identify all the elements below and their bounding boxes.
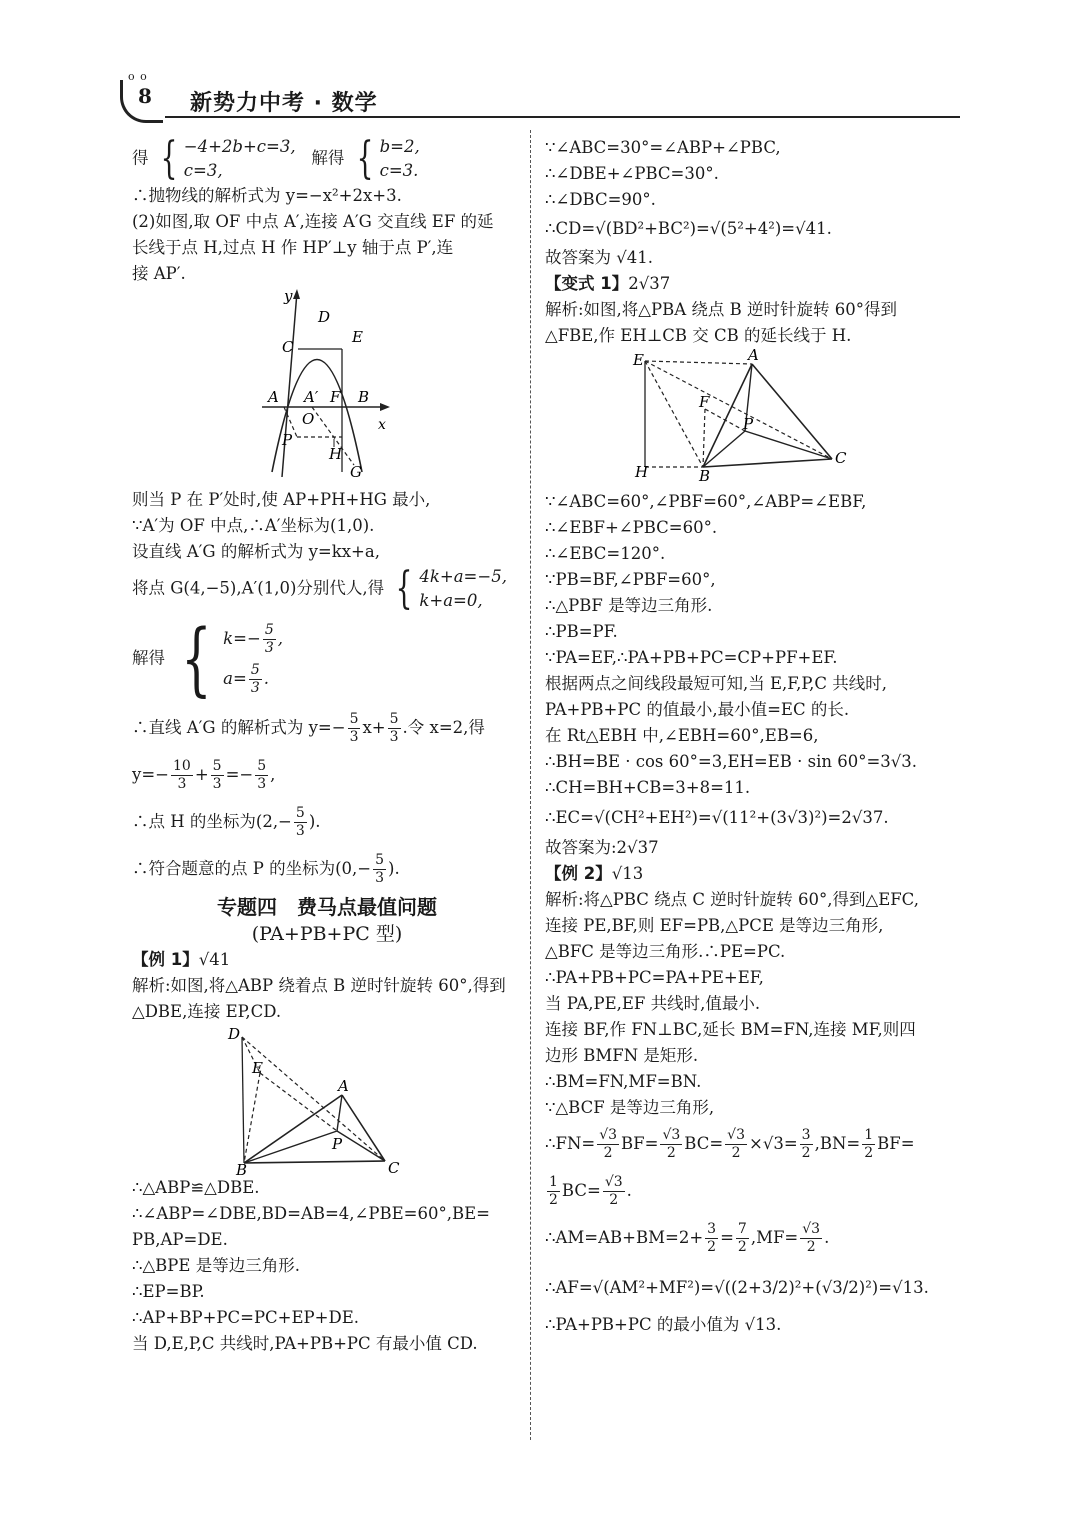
text-line: ∴抛物线的解析式为 y=−x²+2x+3. [132,186,402,205]
system-row: 4k+a=−5, [419,567,507,586]
label-o: O [302,410,315,428]
text-line: 解析:将△PBC 绕点 C 逆时针旋转 60°,得到△EFC, [545,890,919,909]
header-rule [165,116,960,118]
label-a: A [338,1077,349,1095]
text-line: △DBE,连接 EP,CD. [132,1002,282,1021]
label-h: H [635,463,649,481]
text-line: ∵PB=BF,∠PBF=60°, [545,570,716,589]
label-c: C [835,449,847,467]
text-line: ∴直线 A′G 的解析式为 y=− $\frac{5}{3}$ x+ $\frac{5}{3}$ .令 x=2,得 [132,711,485,745]
label-g: G [350,463,362,481]
equation-system-line [132,565,522,613]
text-line: 解析:如图,将△ABP 绕着点 B 逆时针旋转 60°,得到 [132,976,506,995]
equation-system-line [132,612,522,705]
text-line: ∴符合题意的点 P 的坐标为(0,− $\frac{5}{3}$ ). [132,852,400,886]
system-row: k+a=0, [419,591,483,610]
text-line: ∴AF=√(AM²+MF²)=√((2+3/2)²+(√3/2)²)=√13. [545,1278,929,1297]
parabola-figure [132,287,522,487]
text-line: 当 D,E,P,C 共线时,PA+PB+PC 有最小值 CD. [132,1334,478,1353]
system-row: c=3, [183,161,223,180]
system-row: a= $\frac{5}{3}$ . [223,662,269,696]
example-heading [545,271,965,297]
system: { 4k+a=−5, k+a=0, [395,563,507,614]
label-f: F [699,393,710,411]
example-answer: √41 [198,950,231,969]
label-c: C [388,1159,400,1175]
text-line: ∴点 H 的坐标为(2,− $\frac{5}{3}$ ). [132,805,321,839]
text-line: ∴△BPE 是等边三角形. [132,1256,300,1275]
text-line: ∴FN= $\frac{√3}{2}$ BF= $\frac{√3}{2}$ BC= $\frac{√3}{2}$ ×√3= $\frac{3}{2}$ ,BN= $\frac{1}{2}$ BF= [545,1127,915,1161]
label-e: E [352,328,363,346]
text-line: y=− $\frac{10}{3}$ + $\frac{5}{3}$ =− $\frac{5}{3}$ , [132,758,276,792]
text-line: ∵PA=EF,∴PA+PB+PC=CP+PF+EF. [545,648,838,667]
label-e: E [252,1059,263,1077]
label-p: P [332,1135,343,1153]
text-line: ∴△PBF 是等边三角形. [545,596,713,615]
system-row: b=2, [379,137,420,156]
system-row: −4+2b+c=3, [183,137,296,156]
text-line: ∵∠ABC=30°=∠ABP+∠PBC, [545,138,781,157]
text-line: ∴∠EBC=120°. [545,544,666,563]
label-y: y [284,287,293,305]
text-line: ∴CD=√(BD²+BC²)=√(5²+4²)=√41. [545,219,832,238]
text-line: PB,AP=DE. [132,1230,228,1249]
text-line: 设直线 A′G 的解析式为 y=kx+a, [132,542,380,561]
text-line: ∴PB=PF. [545,622,618,641]
text-line: ∴∠DBC=90°. [545,190,656,209]
text-line: 根据两点之间线段最短可知,当 E,F,P,C 共线时, [545,674,888,693]
label-f: F [330,388,341,406]
text-line: 边形 BMFN 是矩形. [545,1046,699,1065]
left-column [132,135,522,1357]
text-line: 当 PA,PE,EF 共线时,值最小. [545,994,761,1013]
text-line: 在 Rt△EBH 中,∠EBH=60°,EB=6, [545,726,819,745]
text-line: ∴EC=√(CH²+EH²)=√(11²+(3√3)²)=2√37. [545,808,889,827]
text-line: 故答案为:2√37 [545,838,659,857]
page-number: 8 [138,84,152,108]
text-line: PA+PB+PC 的值最小,最小值=EC 的长. [545,700,850,719]
example-tag: 【例 2】 [545,864,612,883]
system: { k=− $\frac{5}{3}$ , a= $\frac{5}{3}$ . [181,612,283,705]
label-a: A [748,349,759,364]
label-x: x [378,417,386,433]
text-line: 长线于点 H,过点 H 作 HP′⊥y 轴于点 P′,连 [132,238,454,257]
label-d: D [318,308,331,326]
text-line: ∴AP+BP+PC=PC+EP+DE. [132,1308,359,1327]
text-line: (2)如图,取 OF 中点 A′,连接 A′G 交直线 EF 的延 [132,212,494,231]
text-line: ∴BM=FN,MF=BN. [545,1072,702,1091]
rotation-figure-1 [132,1025,522,1175]
text-line: △FBE,作 EH⊥CB 交 CB 的延长线于 H. [545,326,852,345]
right-column [545,135,965,1342]
system: { b=2, c=3. [356,133,420,184]
text-line: ∴AM=AB+BM=2+ $\frac{3}{2}$ = $\frac{7}{2}$ ,MF= $\frac{√3}{2}$ . [545,1221,830,1255]
text-line: $\frac{1}{2}$ BC= $\frac{√3}{2}$ . [549,1174,632,1208]
label-e: E [633,351,644,369]
label-a: A [268,388,279,406]
example-tag: 【例 1】 [132,950,199,969]
text-line: ∴∠ABP=∠DBE,BD=AB=4,∠PBE=60°,BE= [132,1204,490,1223]
label-b: B [699,467,711,485]
rotation-figure-2 [545,349,965,489]
text-line: ∴PA+PB+PC=PA+PE+EF, [545,968,764,987]
example-heading [545,861,965,887]
text-line: 连接 PE,BF,则 EF=PB,△PCE 是等边三角形, [545,916,884,935]
text-line: △BFC 是等边三角形.∴PE=PC. [545,942,786,961]
section-subtitle: (PA+PB+PC 型) [251,923,403,945]
label-c: C [282,338,294,356]
system-row: k=− $\frac{5}{3}$ , [223,622,283,656]
label-a-prime: A′ [304,388,319,406]
example-answer: √13 [611,864,644,883]
text-line: ∵∠ABC=60°,∠PBF=60°,∠ABP=∠EBF, [545,492,867,511]
variant-tag: 【变式 1】 [545,274,629,293]
text-line: ∴△ABP≌△DBE. [132,1178,260,1197]
label-d: D [228,1025,241,1043]
page-header [110,70,960,126]
text-line: ∴∠DBE+∠PBC=30°. [545,164,719,183]
system-row: c=3. [379,161,419,180]
text: 解得 [132,648,165,668]
column-divider [530,130,531,1440]
equation-system-line [132,135,522,183]
text: 将点 G(4,−5),A′(1,0)分别代人,得 [132,578,385,598]
label-h: H [329,445,343,463]
text-line: 连接 BF,作 FN⊥BC,延长 BM=FN,连接 MF,则四 [545,1020,916,1039]
text-line: ∴EP=BP. [132,1282,205,1301]
label-p: P [282,431,293,449]
header-dots: o o [128,70,148,83]
text-line: ∴BH=BE · cos 60°=3,EH=EB · sin 60°=3√3. [545,752,918,771]
text: 得 [132,148,149,168]
example-heading [132,947,522,973]
text-line: 则当 P 在 P′处时,使 AP+PH+HG 最小, [132,490,431,509]
text-line: ∴PA+PB+PC 的最小值为 √13. [545,1315,782,1334]
section-title: 专题四 费马点最值问题 [217,895,437,919]
text-line: ∵A′为 OF 中点,∴A′坐标为(1,0). [132,516,375,535]
text-line: ∴CH=BH+CB=3+8=11. [545,778,751,797]
text-line: 故答案为 √41. [545,248,653,267]
text-line: ∴∠EBF+∠PBC=60°. [545,518,718,537]
text-line: 接 AP′. [132,264,186,283]
text: 解得 [311,148,345,168]
label-b: B [236,1161,248,1175]
system: { −4+2b+c=3, c=3, [160,133,296,184]
label-p: P [743,415,754,433]
text-line: ∵△BCF 是等边三角形, [545,1098,715,1117]
label-b: B [358,388,370,406]
book-title: 新势力中考 · 数学 [190,91,378,116]
variant-answer: 2√37 [628,274,671,293]
text-line: 解析:如图,将△PBA 绕点 B 逆时针旋转 60°得到 [545,300,897,319]
